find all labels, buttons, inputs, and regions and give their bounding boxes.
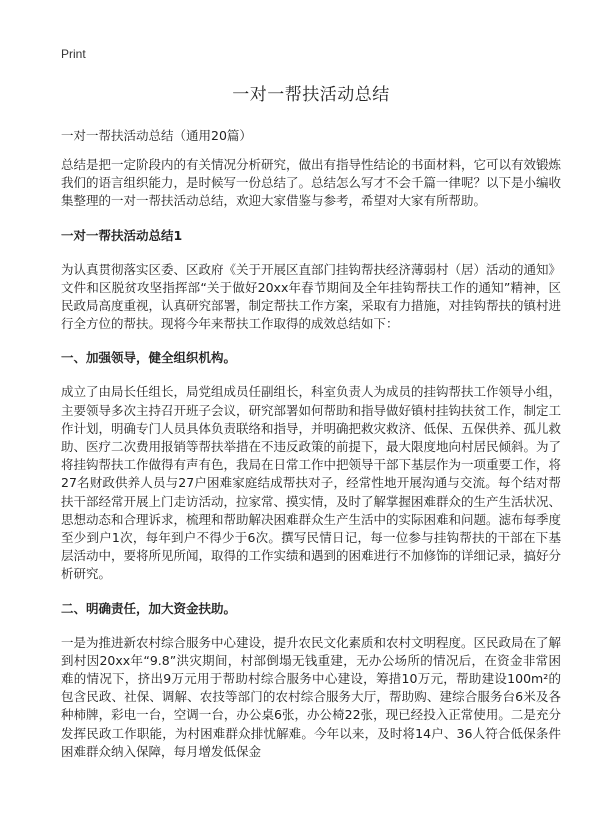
document-subtitle: 一对一帮扶活动总结（通用20篇） — [61, 128, 252, 143]
section1-heading: 一对一帮扶活动总结1 — [61, 227, 183, 243]
print-link[interactable]: Print — [61, 47, 86, 61]
section-b-paragraph: 一是为推进新农村综合服务中心建设，提升农民文化素质和农村文明程度。区民政局在了解到村因20xx年“9.8”洪灾期间，村部倒塌无钱重建，无办公场所的情况后，在资金非常困难的情况下，挤出9万元用于帮助村综合服务中心建设，筹措10万元，帮助建设100m²的包含民政、社保、调解、农技等部门的农村综合服务大厅，帮助购、建综合服务台6米及各种柿牌，彩电一台，空调一台，办公桌6张，办公椅22张，现已经投入正常使用。二是充分发挥民政工作职能，为村困难群众排忧解难。今年以来，及时将14户、36人符合低保条件困难群众纳入保障，每月增发低保金 — [61, 634, 562, 759]
document-page — [61, 80, 561, 777]
section-a-heading: 一、加强领导，健全组织机构。 — [61, 350, 237, 366]
section-a-paragraph: 成立了由局长任组长，局党组成员任副组长，科室负责人为成员的挂钩帮扶工作领导小组，主要领导多次主持召开班子会议，研究部署如何帮助和指导做好镇村挂钩扶贫工作，制定工作计划，明确专门人员具体负责联络和指导，并明确把救灾救济、低保、五保供养、孤儿救助、医疗二次费用报销等帮扶举措在不违反政策的前提下，最大限度地向村居民倾斜。为了将挂钩帮扶工作做得有声有色，我局在日常工作中把领导干部下基层作为一项重要工作，将27名财政供养人员与27户困难家庭结成帮扶对子，经常性地开展沟通与交流。每个结对帮扶干部经常开展上门走访活动，拉家常、摸实情，及时了解掌握困难群众的生产生活状况、思想动态和合理诉求，梳理和帮助解决困难群众生产生活中的实际困难和问题。滤布每季度至少到户1次，每年到户不得少于6次。撰写民情日记，每一位参与挂钩帮扶的干部在下基层活动中，要将所见所闻，取得的工作实绩和遇到的困难进行不加修饰的详细记录，搞好分析研究。 — [61, 384, 562, 582]
document-title: 一对一帮扶活动总结 — [232, 85, 390, 105]
section1-paragraph: 为认真贯彻落实区委、区政府《关于开展区直部门挂钩帮扶经济薄弱村（居）活动的通知》文件和区脱贫攻坚指挥部“关于做好20xx年春节期间及全年挂钩帮扶工作的通知”精神，区民政局高度重视，认真研究部署，制定帮扶工作方案，采取有力措施，对挂钩帮扶的镇村进行全方位的帮扶。现将今年来帮扶工作取得的成效总结如下： — [61, 261, 562, 332]
section-b-heading: 二、明确责任，加大资金扶助。 — [61, 600, 237, 616]
intro-paragraph: 总结是把一定阶段内的有关情况分析研究，做出有指导性结论的书面材料，它可以有效锻炼我们的语言组织能力，是时候写一份总结了。总结怎么写才不会千篇一律呢？以下是小编收集整理的一对一帮扶活动总结，欢迎大家借鉴与参考，希望对大家有所帮助。 — [61, 157, 562, 209]
